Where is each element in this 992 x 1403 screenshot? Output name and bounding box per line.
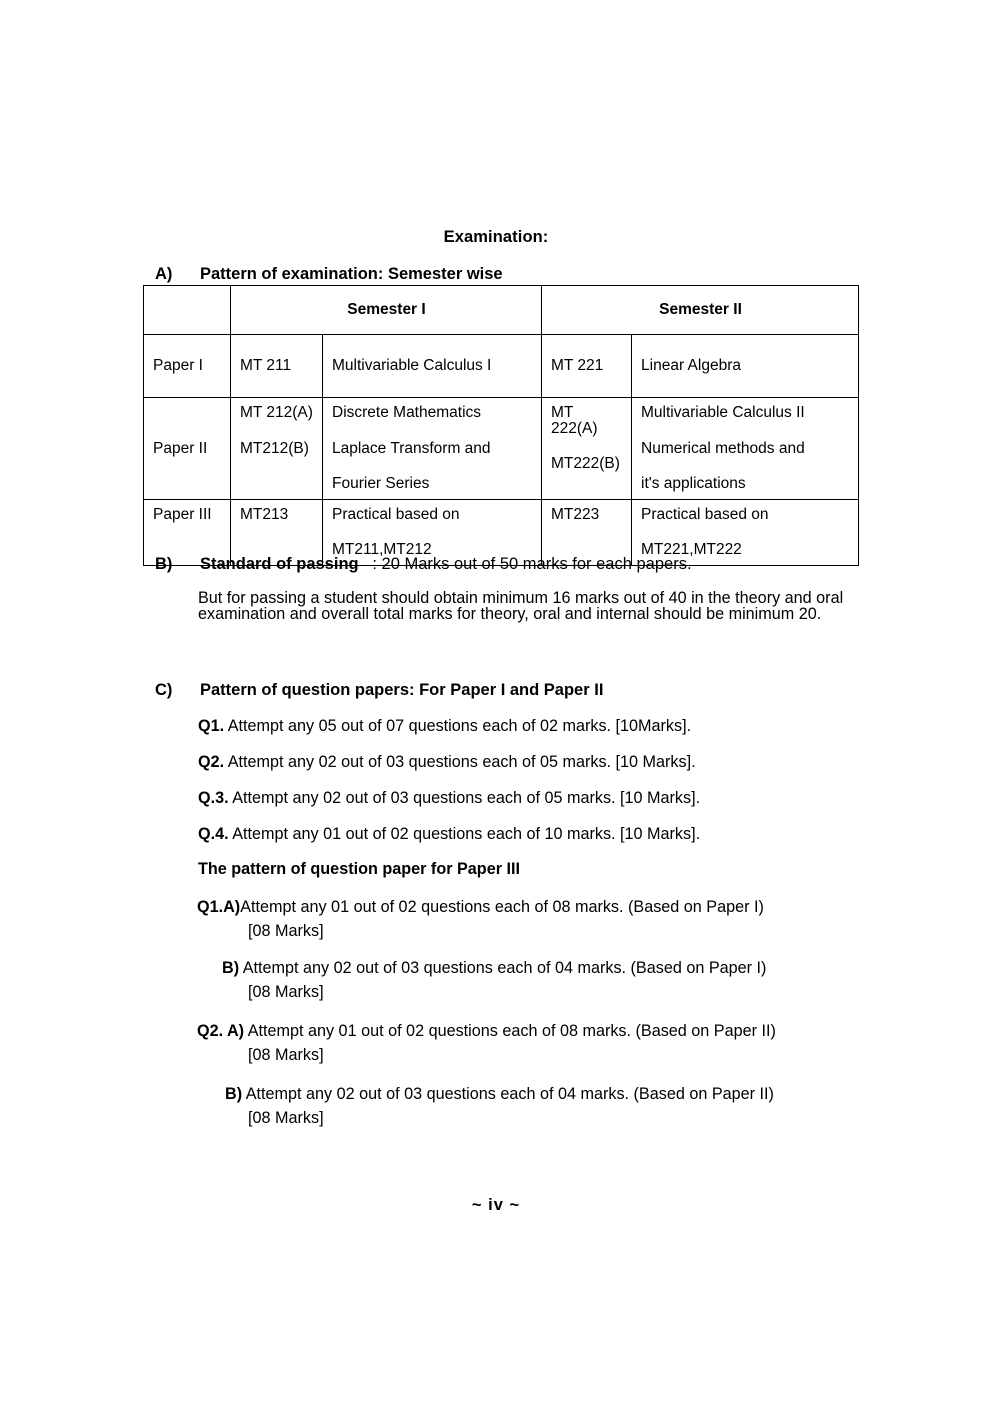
cell-sem1-code: MT213	[231, 499, 323, 565]
paper-three-heading: The pattern of question paper for Paper III	[198, 860, 520, 878]
cell-text-line: Fourier Series	[332, 475, 430, 492]
question-label: Q1.	[198, 717, 225, 735]
question-text: Attempt any 01 out of 02 questions each of 08 marks. (Based on Paper II)	[247, 1022, 776, 1040]
cell-text-line: Practical based on	[641, 505, 769, 523]
cell-text-line: MT221,MT222	[641, 541, 742, 558]
question-marks: [08 Marks]	[248, 1109, 324, 1128]
table-row	[144, 335, 859, 398]
cell-text-line: Numerical methods and	[641, 439, 805, 457]
question-text: Attempt any 02 out of 03 questions each of 04 marks. (Based on Paper II)	[245, 1085, 774, 1103]
table-header-row	[144, 286, 859, 335]
question-label: Q.4.	[198, 825, 229, 843]
cell-text-line: MT211,MT212	[332, 541, 432, 558]
examination-pattern-table	[143, 285, 859, 566]
paper-three-item-q2a	[197, 1023, 857, 1063]
paper-three-item-q2b	[225, 1086, 885, 1126]
cell-sem2-code: MT 221	[542, 335, 632, 398]
cell-text-line: MT 222(A)	[551, 404, 598, 437]
paper-three-item-q1b	[222, 960, 882, 1000]
question-item-q2	[198, 753, 853, 772]
section-b-heading	[155, 555, 875, 574]
cell-sem1-title: Multivariable Calculus I	[323, 335, 542, 398]
table-row	[144, 398, 859, 500]
section-a-marker: A)	[155, 265, 173, 283]
section-a-heading-text: Pattern of examination: Semester wise	[200, 265, 503, 283]
header-cell-semester-2: Semester II	[542, 286, 859, 335]
cell-sem2-title: Linear Algebra	[632, 335, 859, 398]
cell-text-line: MT212(B)	[240, 439, 309, 457]
cell-text-line: it's applications	[641, 475, 746, 492]
cell-paper-label: Paper II	[144, 398, 231, 500]
question-text: Attempt any 05 out of 07 questions each of 02 marks. [10Marks].	[227, 717, 692, 735]
question-label: B)	[222, 959, 240, 977]
question-marks: [08 Marks]	[248, 1046, 324, 1065]
paper-three-item-q1a	[197, 899, 857, 939]
question-item-q3	[198, 789, 853, 808]
question-item-q4	[198, 825, 853, 844]
section-a-heading	[155, 265, 875, 284]
question-label: Q.3.	[198, 789, 229, 807]
cell-text-line: Discrete Mathematics	[332, 404, 482, 421]
cell-paper-label: Paper III	[144, 499, 231, 565]
question-item-q1	[198, 717, 853, 736]
header-cell-blank	[144, 286, 231, 335]
page-footer: ~ iv ~	[471, 1196, 521, 1214]
question-text: Attempt any 01 out of 02 questions each of 08 marks. (Based on Paper I)	[240, 898, 764, 916]
question-text: Attempt any 02 out of 03 questions each of 05 marks. [10 Marks].	[227, 753, 696, 771]
page-title: Examination:	[443, 228, 549, 246]
question-label: Q2. A)	[197, 1022, 245, 1040]
section-b-paragraph: But for passing a student should obtain minimum 16 marks out of 40 in the theory and oral examination and overall total marks for theory, oral and internal should be minimum 20.	[198, 589, 844, 624]
section-c-heading-text: Pattern of question papers: For Paper I and Paper II	[200, 681, 604, 699]
question-text: Attempt any 02 out of 03 questions each of 05 marks. [10 Marks].	[232, 789, 701, 807]
question-text: Attempt any 01 out of 02 questions each of 10 marks. [10 Marks].	[232, 825, 701, 843]
question-label: B)	[225, 1085, 243, 1103]
cell-text-line: MT 212(A)	[240, 404, 313, 421]
question-marks: [08 Marks]	[248, 922, 324, 941]
cell-sem2-code	[542, 398, 632, 500]
section-b-heading-text: Standard of passing	[200, 555, 359, 573]
cell-sem1-title	[323, 398, 542, 500]
cell-text-line: MT222(B)	[551, 455, 620, 472]
question-label: Q2.	[198, 753, 225, 771]
header-cell-semester-1: Semester I	[231, 286, 542, 335]
section-b-marker: B)	[155, 555, 173, 573]
cell-text-line: Practical based on	[332, 505, 460, 523]
cell-sem2-title	[632, 398, 859, 500]
cell-sem1-code: MT 211	[231, 335, 323, 398]
cell-sem2-code: MT223	[542, 499, 632, 565]
question-text: Attempt any 02 out of 03 questions each of 04 marks. (Based on Paper I)	[242, 959, 767, 977]
cell-text-line: Laplace Transform and	[332, 439, 491, 457]
question-label: Q1.A)	[197, 898, 241, 916]
cell-paper-label: Paper I	[144, 335, 231, 398]
question-marks: [08 Marks]	[248, 983, 324, 1002]
section-c-marker: C)	[155, 681, 173, 699]
cell-text-line: Multivariable Calculus II	[641, 404, 805, 421]
section-b-heading-rest: : 20 Marks out of 50 marks for each papers.	[372, 555, 692, 573]
cell-sem1-code	[231, 398, 323, 500]
section-c-heading	[155, 681, 875, 700]
